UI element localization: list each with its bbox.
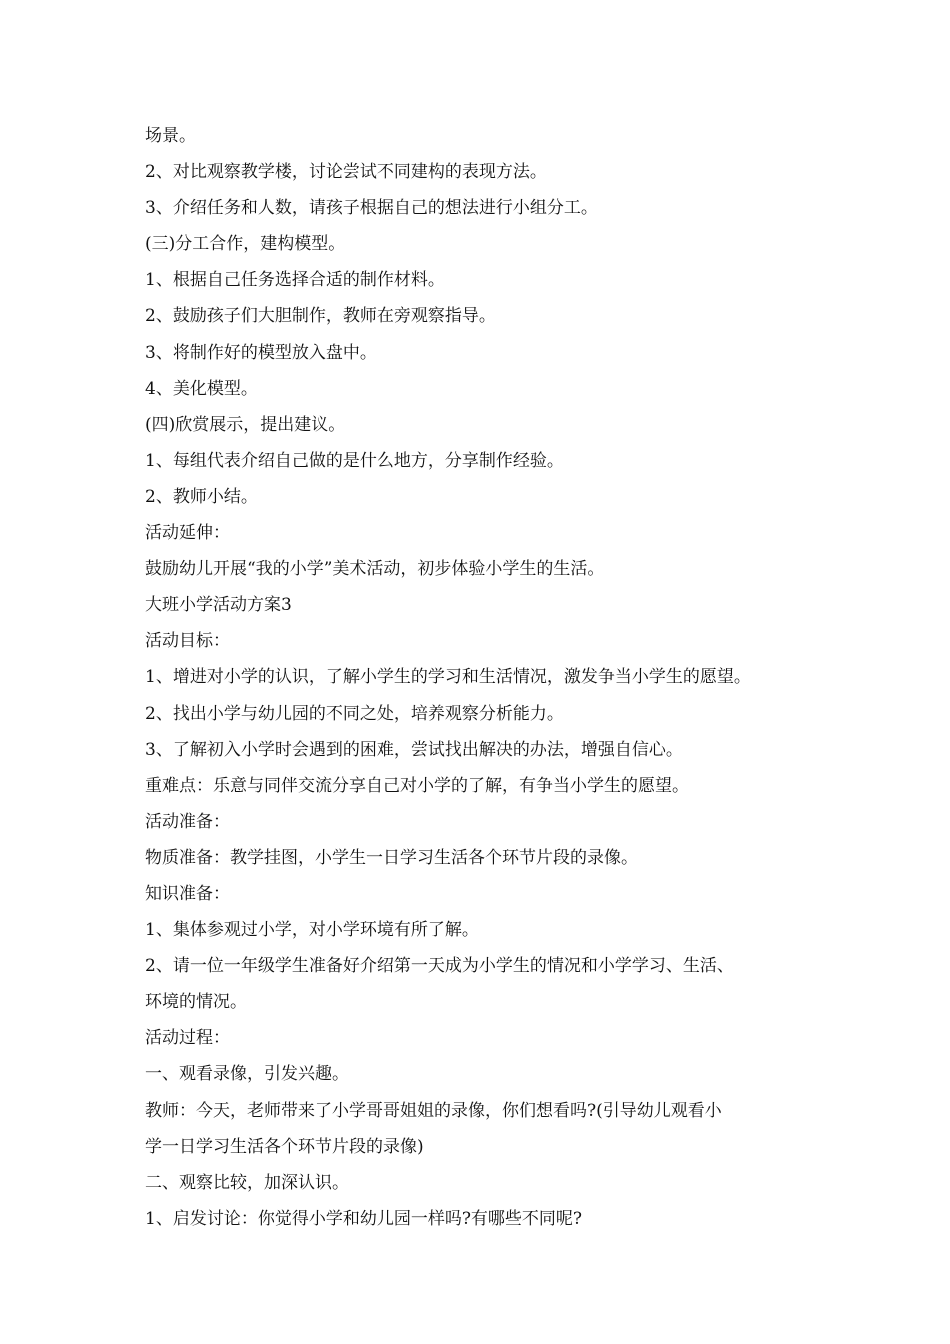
text-line: 1、增进对小学的认识，了解小学生的学习和生活情况，激发争当小学生的愿望。: [145, 667, 751, 688]
text-line: 1、根据自己任务选择合适的制作材料。: [145, 270, 445, 291]
text-line: 场景。: [145, 126, 196, 146]
section-heading: 活动目标：: [145, 631, 230, 652]
text-line: 1、集体参观过小学，对小学环境有所了解。: [145, 920, 479, 941]
text-line: 物质准备：教学挂图，小学生一日学习生活各个环节片段的录像。: [145, 847, 638, 868]
text-line: 3、将制作好的模型放入盘中。: [145, 342, 377, 363]
text-line: 2、找出小学与幼儿园的不同之处，培养观察分析能力。: [145, 703, 564, 724]
text-line: 3、介绍任务和人数，请孩子根据自己的想法进行小组分工。: [145, 198, 598, 219]
section-heading: 活动过程：: [145, 1028, 230, 1049]
text-line: 4、美化模型。: [145, 378, 258, 399]
document-body: [145, 118, 825, 1237]
text-line: 学一日学习生活各个环节片段的录像): [145, 1136, 424, 1157]
section-heading: (三)分工合作，建构模型。: [145, 234, 346, 255]
section-heading: 活动延伸：: [145, 523, 230, 544]
text-line: 2、教师小结。: [145, 486, 258, 507]
text-line: 环境的情况。: [145, 992, 247, 1013]
text-line: 2、鼓励孩子们大胆制作，教师在旁观察指导。: [145, 306, 496, 327]
section-heading: 知识准备：: [145, 883, 230, 904]
section-heading: 活动准备：: [145, 811, 230, 832]
text-line: 2、对比观察教学楼，讨论尝试不同建构的表现方法。: [145, 162, 547, 183]
text-line: 2、请一位一年级学生准备好介绍第一天成为小学生的情况和小学学习、生活、: [145, 956, 734, 977]
text-line: 3、了解初入小学时会遇到的困难，尝试找出解决的办法，增强自信心。: [145, 739, 683, 760]
section-heading: 二、观察比较，加深认识。: [145, 1172, 349, 1193]
text-line: 鼓励幼儿开展“我的小学”美术活动，初步体验小学生的生活。: [145, 559, 605, 580]
text-line: 重难点：乐意与同伴交流分享自己对小学的了解，有争当小学生的愿望。: [145, 775, 689, 796]
document-title: 大班小学活动方案3: [145, 595, 292, 616]
section-heading: 一、观看录像，引发兴趣。: [145, 1064, 349, 1085]
section-heading: (四)欣赏展示，提出建议。: [145, 414, 346, 435]
text-line: 1、启发讨论：你觉得小学和幼儿园一样吗?有哪些不同呢?: [145, 1208, 583, 1229]
text-line: 教师：今天，老师带来了小学哥哥姐姐的录像，你们想看吗?(引导幼儿观看小: [145, 1100, 722, 1121]
text-line: 1、每组代表介绍自己做的是什么地方，分享制作经验。: [145, 450, 564, 471]
